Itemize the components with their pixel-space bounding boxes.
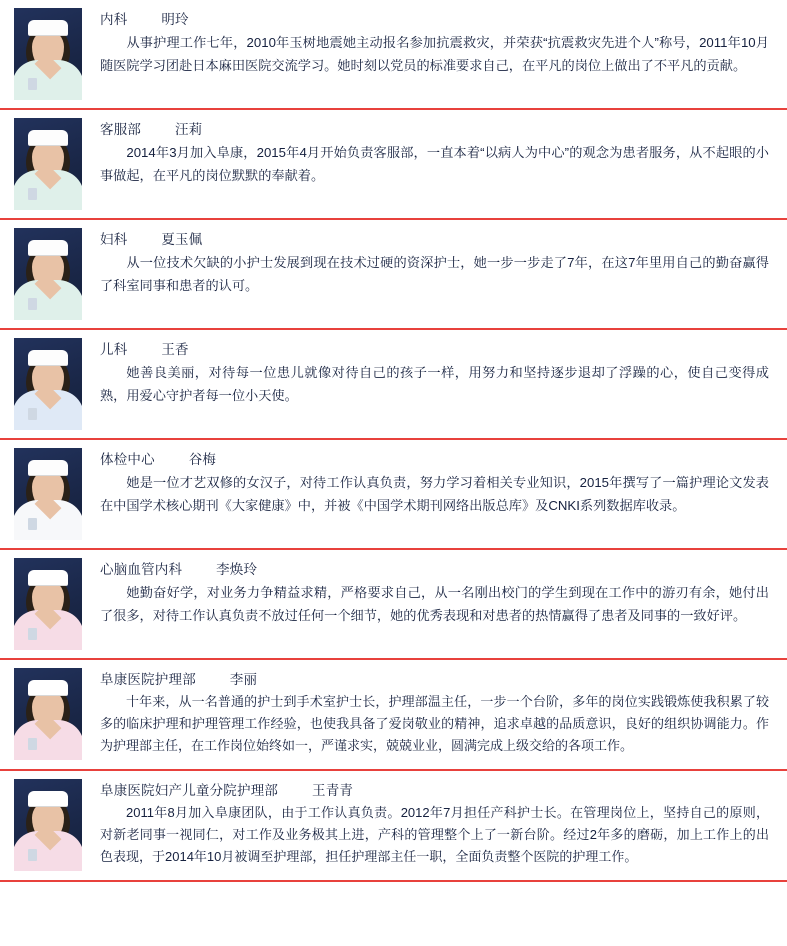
staff-portrait-photo (14, 228, 82, 320)
staff-text-block (92, 110, 787, 199)
staff-description: 她勤奋好学，对业务力争精益求精，严格要求自己，从一名刚出校门的学生到现在工作中的游刃有余，她付出了很多，对待工作认真负责不放过任何一个细节，她的优秀表现和对患者的热情赢得了患者及同事的一致好评。 (100, 585, 769, 623)
nurse-cap-icon (28, 460, 68, 475)
staff-text-block (92, 440, 787, 529)
staff-heading (100, 450, 769, 470)
portrait-container (0, 550, 92, 658)
staff-entry (0, 548, 787, 658)
portrait-container (0, 110, 92, 218)
staff-department: 儿科 (100, 342, 128, 357)
name-badge-icon (28, 628, 37, 640)
staff-heading (100, 120, 769, 140)
staff-description: 她善良美丽，对待每一位患儿就像对待自己的孩子一样，用努力和坚持逐步退却了浮躁的心，使自己变得成熟，用爱心守护者每一位小天使。 (100, 365, 769, 403)
staff-heading (100, 340, 769, 360)
staff-text-block (92, 0, 787, 89)
nurse-cap-icon (28, 240, 68, 255)
staff-portrait-photo (14, 118, 82, 210)
staff-name: 李焕玲 (216, 562, 258, 577)
portrait-container (0, 440, 92, 548)
name-badge-icon (28, 188, 37, 200)
staff-description: 2011年8月加入阜康团队，由于工作认真负责。2012年7月担任产科护士长。在管理岗位上，坚持自己的原则，对新老同事一视同仁，对工作及业务极其上进，产科的管理整个上了一新台阶。经过2年多的磨砺，加上工作上的出色表现，于2014年10月被调至护理部，担任护理部主任一职，全面负责整个医院的护理工作。 (100, 805, 769, 864)
portrait-container (0, 220, 92, 328)
staff-heading (100, 230, 769, 250)
nurse-cap-icon (28, 680, 68, 695)
staff-portrait-photo (14, 558, 82, 650)
staff-description: 从一位技术欠缺的小护士发展到现在技术过硬的资深护士，她一步一步走了7年，在这7年里用自己的勤奋赢得了科室同事和患者的认可。 (100, 255, 769, 293)
staff-heading (100, 560, 769, 580)
staff-department: 阜康医院妇产儿童分院护理部 (100, 783, 279, 798)
staff-name: 李丽 (229, 672, 258, 687)
name-badge-icon (28, 408, 37, 420)
portrait-container (0, 660, 92, 768)
name-badge-icon (28, 298, 37, 310)
staff-entry (0, 218, 787, 328)
staff-department: 妇科 (100, 232, 128, 247)
staff-name: 谷梅 (188, 452, 217, 467)
staff-portrait-photo (14, 448, 82, 540)
staff-name: 汪莉 (175, 122, 203, 137)
staff-description: 她是一位才艺双修的女汉子，对待工作认真负责，努力学习着相关专业知识，2015年撰写了一篇护理论文发表在中国学术核心期刊《大家健康》中，并被《中国学术期刊网络出版总库》及CNKI系列数据库收录。 (100, 475, 769, 513)
staff-portrait-photo (14, 668, 82, 760)
portrait-container (0, 0, 92, 108)
staff-department: 体检中心 (100, 452, 155, 467)
staff-entry (0, 0, 787, 108)
staff-heading (100, 670, 769, 690)
staff-description: 2014年3月加入阜康，2015年4月开始负责客服部，一直本着“以病人为中心”的观念为患者服务，从不起眼的小事做起，在平凡的岗位默默的奉献着。 (100, 145, 769, 183)
portrait-container (0, 771, 92, 879)
staff-department: 内科 (100, 12, 128, 27)
portrait-container (0, 330, 92, 438)
staff-entry (0, 328, 787, 438)
staff-description: 从事护理工作七年，2010年玉树地震她主动报名参加抗震救灾，并荣获“抗震救灾先进个人”称号，2011年10月随医院学习团赴日本麻田医院交流学习。她时刻以党员的标准要求自己，在平凡的岗位上做出了不平凡的贡献。 (100, 35, 769, 73)
nurse-cap-icon (28, 20, 68, 35)
staff-description: 十年来，从一名普通的护士到手术室护士长，护理部温主任，一步一个台阶，多年的岗位实践锻炼使我积累了较多的临床护理和护理管理工作经验，也使我具备了爱岗敬业的精神，追求卓越的品质意识，良好的组织协调能力。作为护理部主任，在工作岗位始终如一，严谨求实，兢兢业业，圆满完成上级交给的各项工作。 (100, 694, 769, 753)
staff-department: 客服部 (100, 122, 142, 137)
staff-portrait-photo (14, 338, 82, 430)
staff-entry (0, 658, 787, 769)
staff-department: 心脑血管内科 (100, 562, 183, 577)
staff-entry (0, 769, 787, 882)
name-badge-icon (28, 518, 37, 530)
nurse-cap-icon (28, 570, 68, 585)
staff-heading (100, 10, 769, 30)
nurse-cap-icon (28, 350, 68, 365)
staff-name: 王青青 (312, 783, 354, 798)
staff-text-block (92, 220, 787, 309)
staff-text-block (92, 550, 787, 639)
name-badge-icon (28, 738, 37, 750)
staff-text-block (92, 660, 787, 769)
staff-name: 明玲 (161, 12, 189, 27)
name-badge-icon (28, 849, 37, 861)
staff-heading (100, 781, 769, 801)
staff-entry (0, 438, 787, 548)
staff-name: 王香 (161, 342, 189, 357)
name-badge-icon (28, 78, 37, 90)
staff-portrait-photo (14, 779, 82, 871)
staff-department: 阜康医院护理部 (100, 672, 196, 687)
nurse-cap-icon (28, 791, 68, 806)
staff-name: 夏玉佩 (161, 232, 203, 247)
staff-text-block (92, 330, 787, 419)
nurse-cap-icon (28, 130, 68, 145)
staff-entry (0, 108, 787, 218)
staff-portrait-photo (14, 8, 82, 100)
staff-text-block (92, 771, 787, 880)
